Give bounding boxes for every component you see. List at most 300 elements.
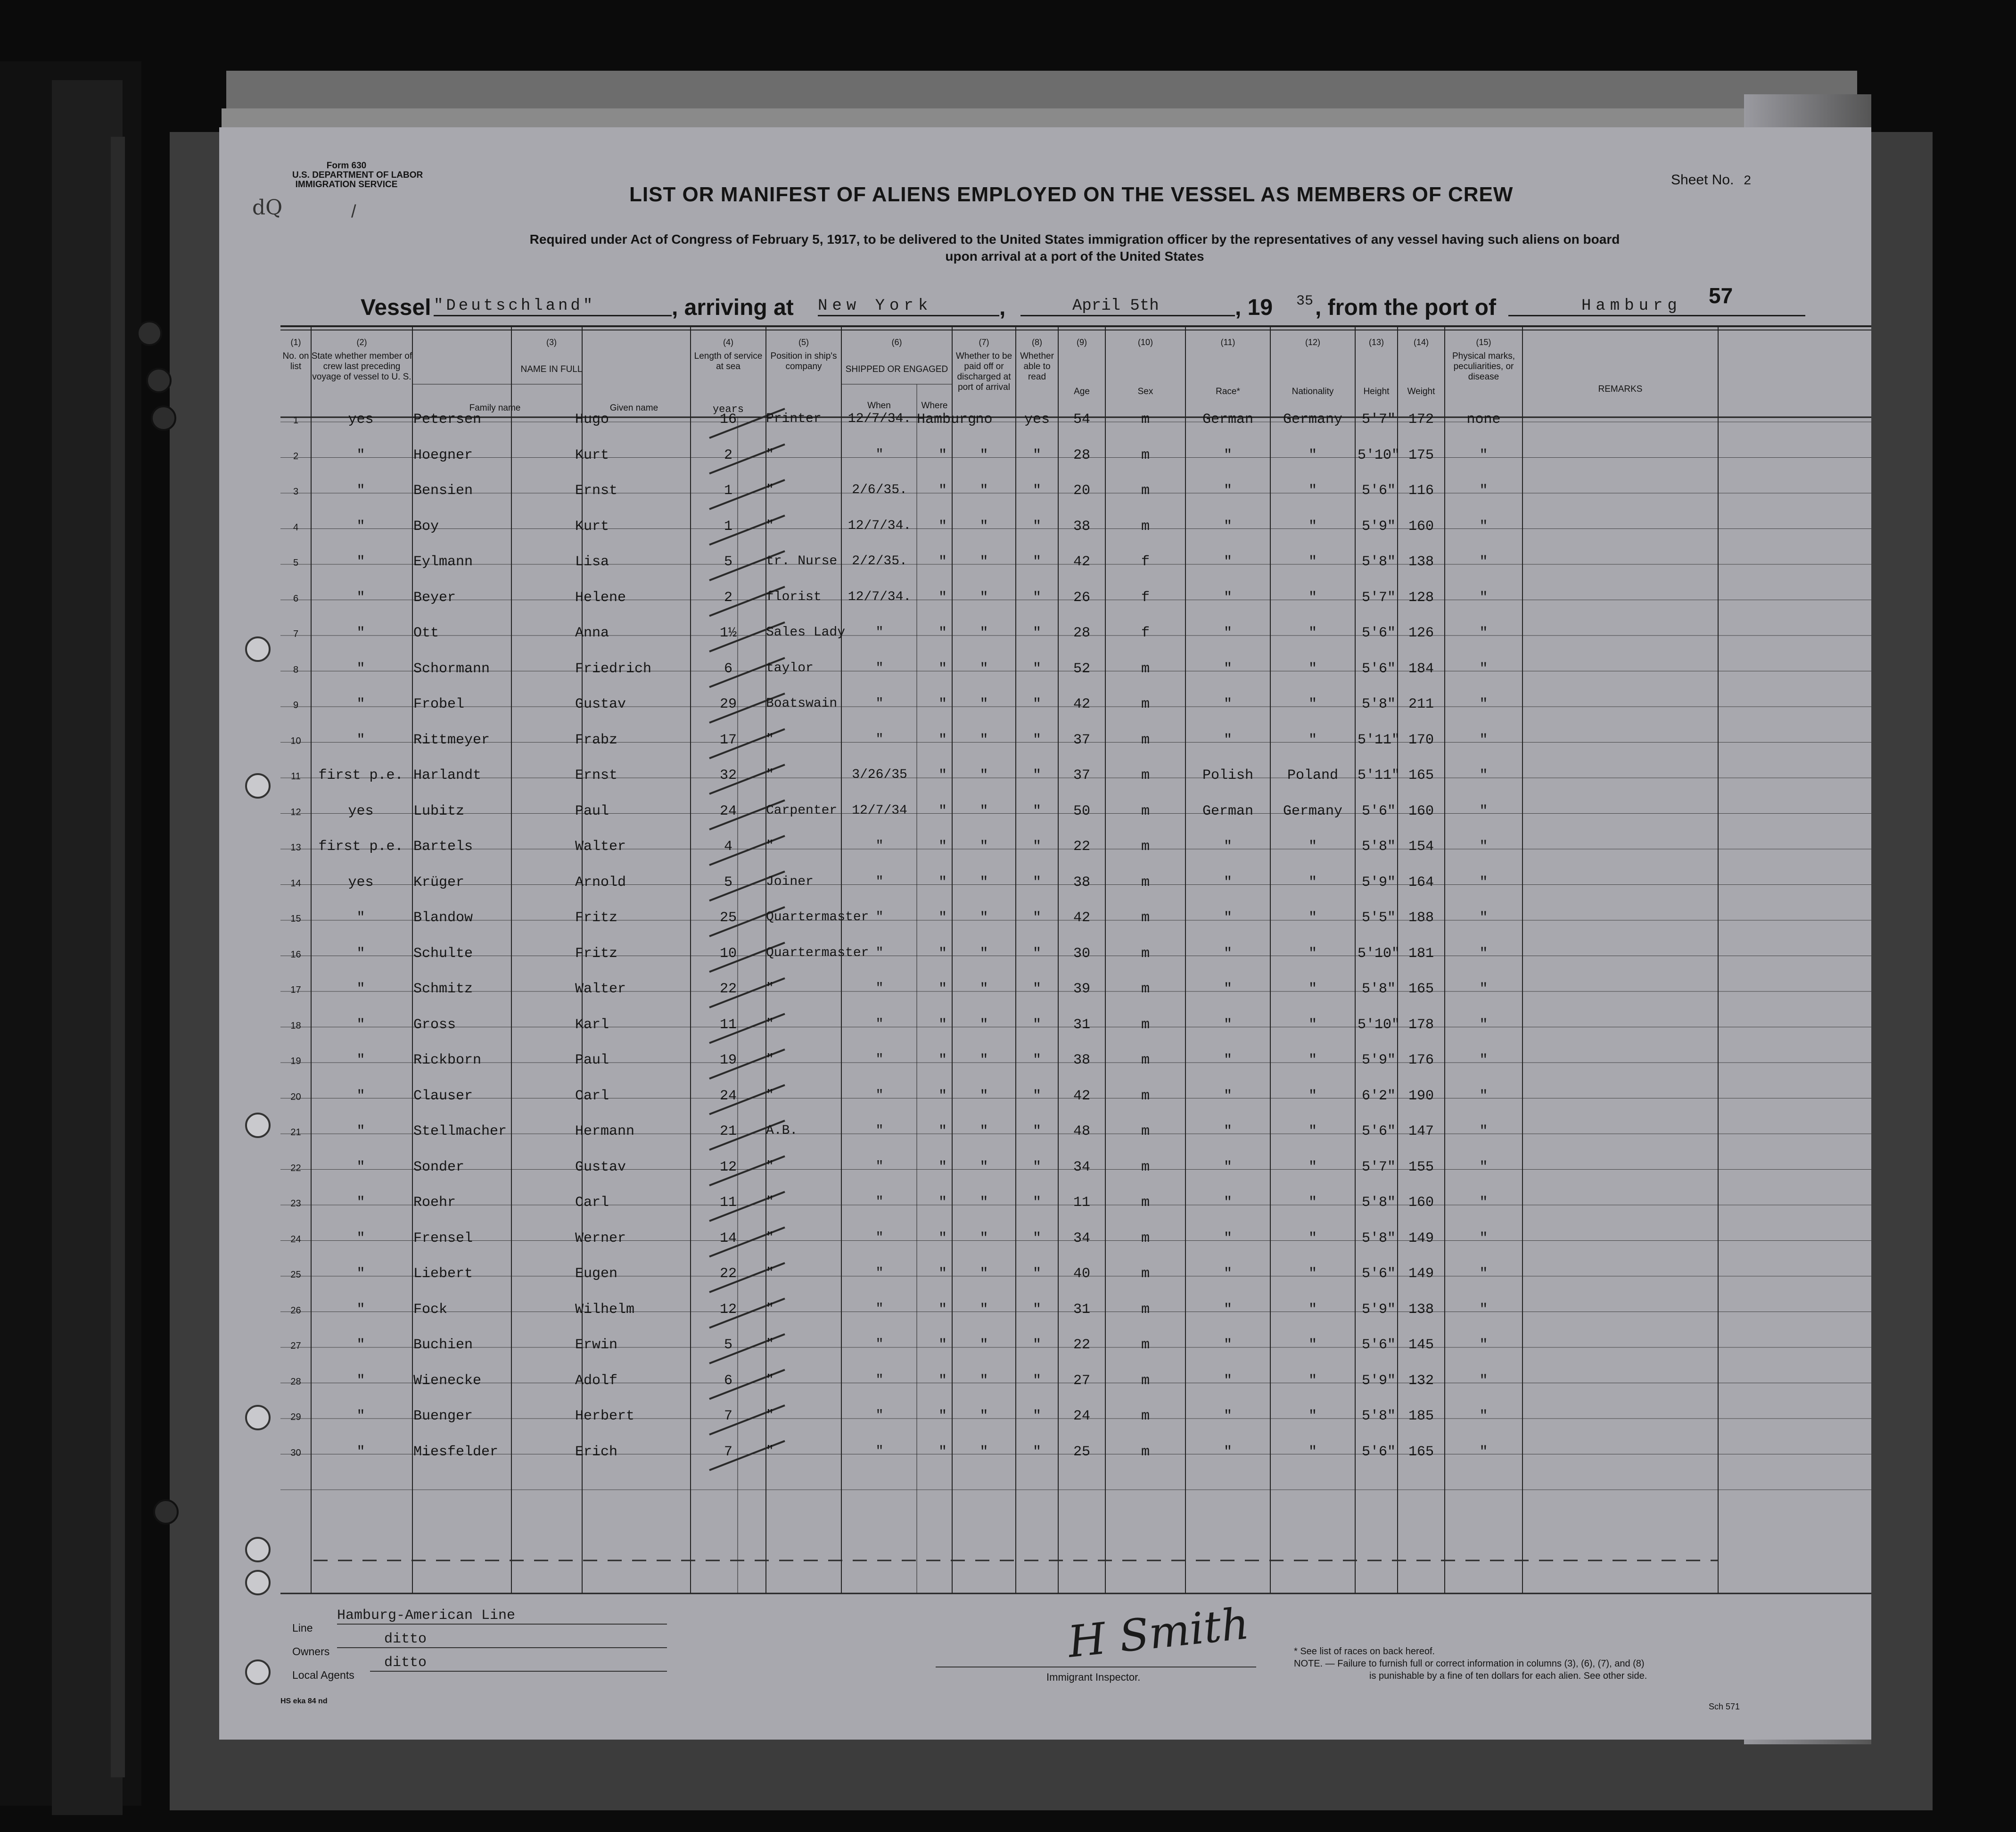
height: 5'8": [1361, 1408, 1396, 1424]
physical-marks: ": [1479, 767, 1488, 784]
height: 5'9": [1361, 874, 1396, 891]
given-name: Erwin: [575, 1337, 618, 1353]
service-years: 12: [719, 1159, 737, 1175]
shipped-when: ": [875, 1123, 884, 1138]
sex: m: [1141, 1337, 1150, 1353]
col-height: Height: [1363, 387, 1390, 396]
height: 5'10": [1357, 945, 1400, 962]
service-years: 17: [719, 732, 737, 748]
age: 39: [1073, 981, 1090, 997]
col-number-c11: (11): [1220, 338, 1235, 347]
weight: 170: [1408, 732, 1434, 748]
prev-voyage: ": [356, 1266, 365, 1282]
prev-voyage: ": [356, 1159, 365, 1175]
family-name: Buenger: [413, 1408, 473, 1424]
family-name: Schmitz: [413, 981, 473, 997]
sex: m: [1141, 732, 1150, 748]
inspector-label: Immigrant Inspector.: [1046, 1671, 1141, 1683]
nationality: ": [1308, 1372, 1317, 1389]
shipped-where: ": [938, 945, 947, 962]
height: 5'8": [1361, 981, 1396, 997]
sex: m: [1141, 1230, 1150, 1246]
height: 5'7": [1361, 412, 1396, 428]
able-to-read: ": [1032, 1016, 1041, 1033]
given-name: Kurt: [575, 518, 609, 535]
given-name: Ernst: [575, 767, 618, 784]
shipped-where: ": [938, 1408, 947, 1424]
shipped-when: ": [875, 1408, 884, 1423]
port-label: , from the port of: [1315, 295, 1496, 320]
sex: m: [1141, 945, 1150, 962]
prev-voyage: ": [356, 483, 365, 499]
height: 5'6": [1361, 1123, 1396, 1139]
shipped-where: ": [938, 874, 947, 891]
row-number: 19: [290, 1056, 301, 1066]
nationality: ": [1308, 732, 1317, 748]
nationality: ": [1308, 1159, 1317, 1175]
position: taylor: [766, 660, 814, 676]
service-years: 11: [719, 1195, 737, 1211]
binder-hole: [153, 1499, 179, 1525]
separator-comma: ,: [999, 295, 1006, 320]
given-name: Wilhelm: [575, 1301, 635, 1318]
able-to-read: ": [1032, 874, 1041, 891]
given-name: Helene: [575, 589, 626, 606]
service-years: 21: [719, 1123, 737, 1139]
col-family-name: Family name: [469, 403, 521, 413]
race: ": [1223, 1266, 1232, 1282]
weight: 147: [1408, 1123, 1434, 1139]
line-label: Line: [292, 1622, 313, 1634]
shipped-where: ": [938, 1444, 947, 1460]
row-number: 6: [293, 593, 299, 604]
paid-off: ": [979, 447, 988, 463]
shipped-when: ": [875, 625, 884, 640]
sex: m: [1141, 1016, 1150, 1033]
paid-off: ": [979, 696, 988, 712]
able-to-read: ": [1032, 1337, 1041, 1353]
row-number: 2: [293, 451, 299, 462]
paid-off: ": [979, 767, 988, 784]
height: 5'9": [1361, 1052, 1396, 1068]
shipped-when: ": [875, 1052, 884, 1067]
prev-voyage: yes: [348, 874, 374, 891]
age: 48: [1073, 1123, 1090, 1139]
position: ": [766, 767, 774, 782]
physical-marks: ": [1479, 1088, 1488, 1104]
port-value: Hamburg: [1508, 297, 1805, 316]
position: Quartermaster: [766, 945, 869, 960]
paid-off: ": [979, 981, 988, 997]
weight: 160: [1408, 1195, 1434, 1211]
sex: m: [1141, 447, 1150, 463]
weight: 160: [1408, 803, 1434, 819]
paid-off: ": [979, 1016, 988, 1033]
position: ": [766, 447, 774, 462]
shipped-when: ": [875, 696, 884, 711]
age: 38: [1073, 518, 1090, 535]
family-name: Beyer: [413, 589, 456, 606]
paid-off: ": [979, 1301, 988, 1318]
family-name: Rickborn: [413, 1052, 482, 1068]
col-position: Position in ship's company: [770, 351, 837, 371]
row-number: 11: [291, 771, 301, 782]
paid-off: ": [979, 910, 988, 926]
race: ": [1223, 1088, 1232, 1104]
race: ": [1223, 1195, 1232, 1211]
able-to-read: ": [1032, 1372, 1041, 1389]
family-name: Blandow: [413, 910, 473, 926]
col-shipped-when: When: [867, 401, 891, 411]
row-number: 15: [290, 914, 301, 924]
paid-off: ": [979, 554, 988, 570]
col-number-c14: (14): [1413, 338, 1429, 347]
weight: 165: [1408, 981, 1434, 997]
prev-voyage: ": [356, 1372, 365, 1389]
sheet-label: Sheet No.: [1671, 172, 1734, 188]
able-to-read: ": [1032, 1301, 1041, 1318]
service-years: 22: [719, 1266, 737, 1282]
nationality: ": [1308, 874, 1317, 891]
race: ": [1223, 660, 1232, 677]
service-years: 32: [719, 767, 737, 784]
nationality: ": [1308, 1016, 1317, 1033]
physical-marks: ": [1479, 625, 1488, 641]
row-number: 1: [293, 415, 299, 426]
physical-marks: ": [1479, 1301, 1488, 1318]
nationality: ": [1308, 1408, 1317, 1424]
age: 27: [1073, 1372, 1090, 1389]
given-name: Paul: [575, 803, 609, 819]
position: ": [766, 518, 774, 533]
shipped-when: ": [875, 1195, 884, 1209]
height: 5'7": [1361, 1159, 1396, 1175]
given-name: Anna: [575, 625, 609, 641]
row-number: 30: [290, 1447, 301, 1458]
physical-marks: ": [1479, 839, 1488, 855]
shipped-where: ": [938, 981, 947, 997]
prev-voyage: ": [356, 1016, 365, 1033]
physical-marks: ": [1479, 874, 1488, 891]
weight: 116: [1408, 483, 1434, 499]
row-number: 20: [290, 1091, 301, 1102]
able-to-read: ": [1032, 981, 1041, 997]
year-value: 35: [1296, 293, 1314, 309]
race: ": [1223, 874, 1232, 891]
age: 34: [1073, 1159, 1090, 1175]
binder-hole: [146, 368, 172, 393]
physical-marks: none: [1466, 412, 1501, 428]
nationality: ": [1308, 589, 1317, 606]
race: ": [1223, 1123, 1232, 1139]
nationality: ": [1308, 1444, 1317, 1460]
col-paid-off: Whether to be paid off or discharged at port of arrival: [955, 351, 1012, 392]
shipped-when: 12/7/34.: [848, 589, 912, 604]
shipped-where: ": [938, 1337, 947, 1353]
given-name: Paul: [575, 1052, 609, 1068]
col-previous-voyage: State whether member of crew last preceding voyage of vessel to U. S.: [311, 351, 412, 382]
age: 42: [1073, 910, 1090, 926]
position: Carpenter: [766, 803, 838, 818]
col-number-c12: (12): [1305, 338, 1320, 347]
weight: 155: [1408, 1159, 1434, 1175]
family-name: Miesfelder: [413, 1444, 499, 1460]
prev-voyage: ": [356, 981, 365, 997]
paid-off: ": [979, 625, 988, 641]
sex: m: [1141, 1159, 1150, 1175]
race: German: [1202, 803, 1254, 819]
height: 5'10": [1357, 447, 1400, 463]
height: 5'8": [1361, 839, 1396, 855]
able-to-read: ": [1032, 1230, 1041, 1246]
position: ": [766, 1444, 774, 1459]
physical-marks: ": [1479, 660, 1488, 677]
col-number-c1: (1): [290, 338, 301, 347]
given-name: Hermann: [575, 1123, 635, 1139]
given-name: Lisa: [575, 554, 609, 570]
race: German: [1202, 412, 1254, 428]
able-to-read: ": [1032, 483, 1041, 499]
shipped-where: ": [938, 839, 947, 855]
family-name: Wienecke: [413, 1372, 482, 1389]
age: 37: [1073, 732, 1090, 748]
family-name: Harlandt: [413, 767, 482, 784]
physical-marks: ": [1479, 447, 1488, 463]
age: 40: [1073, 1266, 1090, 1282]
shipped-where: ": [938, 589, 947, 606]
col-remarks: REMARKS: [1598, 384, 1643, 394]
physical-marks: ": [1479, 1408, 1488, 1424]
nationality: ": [1308, 1088, 1317, 1104]
height: 5'10": [1357, 1016, 1400, 1033]
prev-voyage: ": [356, 660, 365, 677]
nationality: ": [1308, 554, 1317, 570]
height: 5'9": [1361, 1301, 1396, 1318]
paid-off: ": [979, 1266, 988, 1282]
age: 31: [1073, 1301, 1090, 1318]
row-number: 16: [290, 949, 301, 960]
physical-marks: ": [1479, 1372, 1488, 1389]
position: ": [766, 732, 774, 747]
age: 38: [1073, 1052, 1090, 1068]
paid-off: ": [979, 1052, 988, 1068]
row-number: 18: [290, 1020, 301, 1031]
row-number: 3: [293, 487, 299, 497]
height: 5'6": [1361, 625, 1396, 641]
shipped-where: ": [938, 1372, 947, 1389]
race: ": [1223, 945, 1232, 962]
prev-voyage: ": [356, 554, 365, 570]
given-name: Friedrich: [575, 660, 652, 677]
local-agents-value: ditto: [370, 1655, 667, 1672]
able-to-read: ": [1032, 1052, 1041, 1068]
service-years: 1½: [719, 625, 737, 641]
nationality: ": [1308, 625, 1317, 641]
shipped-when: ": [875, 1337, 884, 1352]
paid-off: ": [979, 839, 988, 855]
given-name: Adolf: [575, 1372, 618, 1389]
department-name: U.S. DEPARTMENT OF LABOR: [292, 170, 423, 180]
sex: m: [1141, 1195, 1150, 1211]
col-sex: Sex: [1137, 387, 1153, 396]
physical-marks: ": [1479, 1266, 1488, 1282]
family-name: Lubitz: [413, 803, 465, 819]
able-to-read: ": [1032, 1444, 1041, 1460]
height: 5'11": [1357, 732, 1400, 748]
position: florist: [766, 589, 822, 604]
race: ": [1223, 839, 1232, 855]
service-years: 12: [719, 1301, 737, 1318]
paid-off: ": [979, 803, 988, 819]
col-years-unit: years: [712, 404, 744, 415]
paid-off: ": [979, 483, 988, 499]
subtitle-line-2: upon arrival at a port of the United States: [945, 249, 1204, 264]
race: ": [1223, 732, 1232, 748]
position: ": [766, 1301, 774, 1316]
row-number: 9: [293, 700, 299, 710]
physical-marks: ": [1479, 1230, 1488, 1246]
age: 25: [1073, 1444, 1090, 1460]
service-years: 5: [724, 554, 732, 570]
given-name: Erich: [575, 1444, 618, 1460]
prev-voyage: ": [356, 518, 365, 535]
position: ": [766, 483, 774, 497]
col-shipped-where: Where: [921, 401, 948, 411]
col-number-c5: (5): [798, 338, 809, 347]
able-to-read: ": [1032, 1159, 1041, 1175]
subtitle-line-1: Required under Act of Congress of February 5, 1917, to be delivered to the United States immigration officer by the representatives of any vessel having such aliens on board: [529, 232, 1620, 247]
position: Quartermaster: [766, 910, 869, 924]
service-years: 11: [719, 1016, 737, 1033]
height: 5'5": [1361, 910, 1396, 926]
height: 5'6": [1361, 1266, 1396, 1282]
nationality: ": [1308, 1052, 1317, 1068]
sex: m: [1141, 981, 1150, 997]
position: A.B.: [766, 1123, 798, 1138]
arriving-value: New York: [818, 297, 999, 316]
able-to-read: ": [1032, 1266, 1041, 1282]
paid-off: ": [979, 1337, 988, 1353]
service-years: 7: [724, 1444, 732, 1460]
shipped-when: 2/2/35.: [852, 554, 907, 569]
able-to-read: ": [1032, 1088, 1041, 1104]
service-years: 29: [719, 696, 737, 712]
sex: m: [1141, 1123, 1150, 1139]
shipped-where: ": [938, 910, 947, 926]
row-number: 22: [290, 1163, 301, 1173]
shipped-where: Hamburg: [917, 412, 977, 428]
able-to-read: ": [1032, 625, 1041, 641]
col-number-c2: (2): [356, 338, 367, 347]
shipped-where: ": [938, 1301, 947, 1318]
binder-hole: [151, 405, 176, 431]
shipped-when: 12/7/34: [852, 803, 907, 818]
col-number-c8: (8): [1032, 338, 1042, 347]
paid-off: ": [979, 732, 988, 748]
fine-note-line-2: is punishable by a fine of ten dollars for each alien. See other side.: [1369, 1671, 1647, 1681]
age: 28: [1073, 625, 1090, 641]
service-years: 14: [719, 1230, 737, 1246]
paid-off: ": [979, 1159, 988, 1175]
weight: 138: [1408, 554, 1434, 570]
position: ": [766, 839, 774, 853]
race: ": [1223, 1230, 1232, 1246]
weight: 138: [1408, 1301, 1434, 1318]
inspector-signature: H Smith: [1065, 1598, 1251, 1667]
physical-marks: ": [1479, 1444, 1488, 1460]
nationality: ": [1308, 1301, 1317, 1318]
races-note: * See list of races on back hereof.: [1294, 1646, 1435, 1657]
year-prefix: , 19: [1235, 295, 1273, 320]
able-to-read: ": [1032, 447, 1041, 463]
weight: 176: [1408, 1052, 1434, 1068]
sheet-value: 2: [1743, 174, 1752, 189]
owners-label: Owners: [292, 1645, 330, 1658]
physical-marks: ": [1479, 1016, 1488, 1033]
shipped-when: ": [875, 1016, 884, 1032]
position: ": [766, 1016, 774, 1032]
family-name: Roehr: [413, 1195, 456, 1211]
col-given-name: Given name: [609, 403, 658, 413]
age: 11: [1073, 1195, 1090, 1211]
position: Sales Lady: [766, 625, 846, 640]
shipped-where: ": [938, 1195, 947, 1211]
shipped-where: ": [938, 1123, 947, 1139]
height: 5'6": [1361, 803, 1396, 819]
race: ": [1223, 447, 1232, 463]
arrival-date: April 5th: [1020, 297, 1235, 316]
able-to-read: ": [1032, 1195, 1041, 1211]
shipped-where: ": [938, 1159, 947, 1175]
race: Polish: [1202, 767, 1254, 784]
shipped-where: ": [938, 732, 947, 748]
prev-voyage: ": [356, 696, 365, 712]
nationality: ": [1308, 518, 1317, 535]
row-number: 4: [293, 522, 299, 533]
physical-marks: ": [1479, 910, 1488, 926]
able-to-read: ": [1032, 1123, 1041, 1139]
prev-voyage: ": [356, 1123, 365, 1139]
shipped-when: ": [875, 732, 884, 747]
position: ": [766, 1266, 774, 1280]
row-number: 29: [290, 1412, 301, 1422]
row-number: 13: [290, 842, 301, 853]
shipped-where: ": [938, 696, 947, 712]
nationality: ": [1308, 839, 1317, 855]
weight: 181: [1408, 945, 1434, 962]
col-number-c4: (4): [723, 338, 733, 347]
prev-voyage: ": [356, 625, 365, 641]
sex: m: [1141, 412, 1150, 428]
col-shipped-engaged: SHIPPED OR ENGAGED: [845, 364, 948, 374]
sex: m: [1141, 1088, 1150, 1104]
family-name: Frensel: [413, 1230, 473, 1246]
position: Joiner: [766, 874, 814, 889]
shipped-when: 12/7/34.: [848, 412, 912, 426]
col-number-c10: (10): [1137, 338, 1153, 347]
sex: m: [1141, 874, 1150, 891]
paid-off: ": [979, 1123, 988, 1139]
family-name: Frobel: [413, 696, 465, 712]
weight: 132: [1408, 1372, 1434, 1389]
family-name: Fock: [413, 1301, 448, 1318]
height: 5'8": [1361, 1195, 1396, 1211]
given-name: Carl: [575, 1195, 609, 1211]
shipped-when: ": [875, 1159, 884, 1174]
owners-value: ditto: [337, 1631, 667, 1648]
physical-marks: ": [1479, 803, 1488, 819]
race: ": [1223, 518, 1232, 535]
